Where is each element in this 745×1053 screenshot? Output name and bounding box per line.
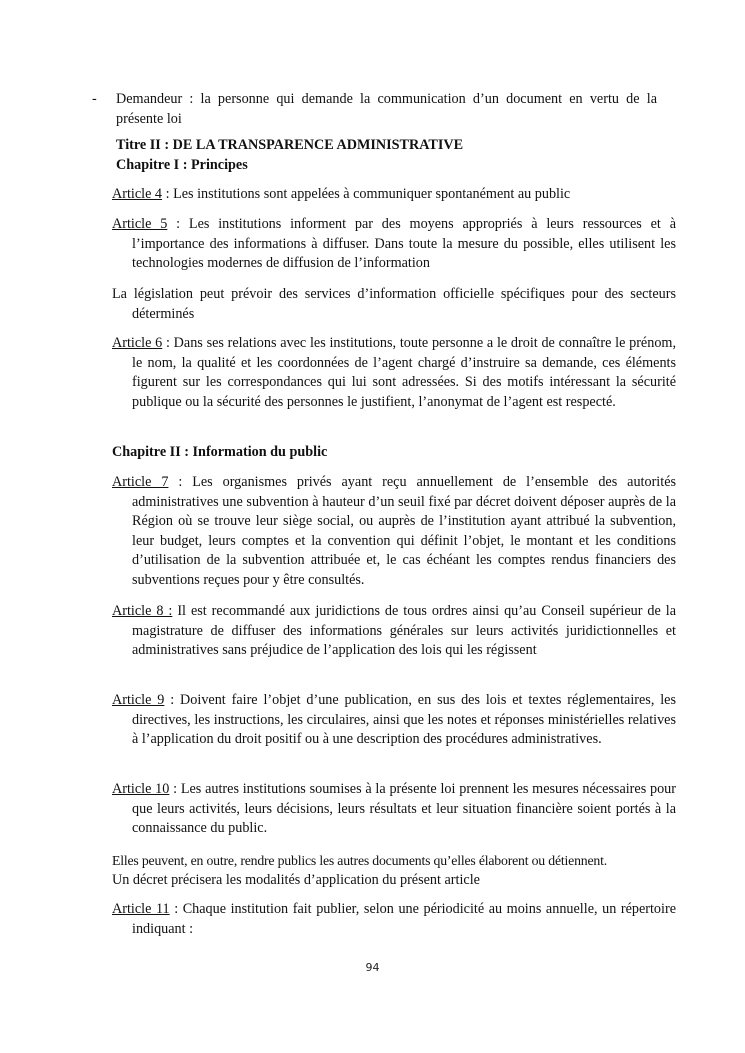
article-10-text: : Les autres institutions soumises à la présente loi prennent les mesures nécessaires pour que leurs activités, leurs décisions, leurs résultats et leur situation financière soient portés à la connaissance du public. [132,781,676,837]
list-dash: - [92,91,97,107]
chapitre-ii-heading: Chapitre II : Information du public [112,444,328,460]
article-4-label: Article 4 [112,186,163,202]
article-8-text: Il est recommandé aux juridictions de tous ordres ainsi qu’au Conseil supérieur de la magistrature de diffuser des informations générales sur leurs activités juridictionnelles et administratives sans préjudice de l’application des lois qui les régissent [132,603,676,659]
paragraph-decret: Un décret précisera les modalités d’application du présent article [112,872,480,888]
article-8-label: Article 8 : [112,603,173,619]
article-7-label: Article 7 [112,474,169,490]
article-7 [112,473,676,591]
article-11-label: Article 11 [112,901,170,917]
article-4 [112,185,676,205]
article-6-text: : Dans ses relations avec les institutions, toute personne a le droit de connaître le prénom, le nom, la qualité et les coordonnées de l’agent chargé d’instruire sa demande, ces éléments figurent sur les correspondances qui lui sont adressées. Si des motifs intéressant la sécurité publique ou la sécurité des personnes le justifient, l’anonymat de l’agent est respecté. [132,335,676,410]
article-11-text: : Chaque institution fait publier, selon une périodicité au moins annuelle, un répertoire indiquant : [132,901,676,937]
article-10 [112,780,676,839]
paragraph-elles: Elles peuvent, en outre, rendre publics les autres documents qu’elles élaborent ou détiennent. [112,853,607,868]
article-9-label: Article 9 [112,692,165,708]
article-10-label: Article 10 [112,781,170,797]
article-11 [112,900,676,939]
chapitre-i-heading: Chapitre I : Principes [116,157,248,173]
article-6 [112,334,676,412]
page-number: 94 [365,961,380,974]
article-8 [112,602,676,661]
article-5-text: : Les institutions informent par des moyens appropriés à leurs ressources et à l’importance des informations à diffuser. Dans toute la mesure du possible, elles utilisent les technologies modernes de diffusion de l’information [132,216,676,272]
article-4-text: : Les institutions sont appelées à communiquer spontanément au public [162,186,571,202]
article-7-text: : Les organismes privés ayant reçu annuellement de l’ensemble des autorités administratives une subvention à hauteur d’un seuil fixé par décret doivent déposer auprès de la Région où se trouve leur siège social, ou auprès de l’institution ayant attribué la subvention, leur budget, leurs comptes et la convention qui définit l’objet, le montant et les conditions d’utilisation de la subvention attribuée et, le cas échéant les comptes rendus financiers des subventions reçues pour y être consultés. [132,474,677,588]
titre-ii-heading: Titre II : DE LA TRANSPARENCE ADMINISTRATIVE [116,137,464,153]
article-5-label: Article 5 [112,216,168,232]
article-9 [112,691,676,750]
paragraph-legislation: La législation peut prévoir des services d’information officielle spécifiques pour des secteurs déterminés [112,286,676,322]
article-5 [112,215,676,274]
article-6-label: Article 6 [112,335,163,351]
article-9-text: : Doivent faire l’objet d’une publication, en sus des lois et textes réglementaires, les directives, les instructions, les circulaires, ainsi que les notes et réponses ministérielles relatives à l’application du droit positif ou à une description des procédures administratives. [132,692,676,748]
definition-text: Demandeur : la personne qui demande la communication d’un document en vertu de la présente loi [116,91,657,127]
